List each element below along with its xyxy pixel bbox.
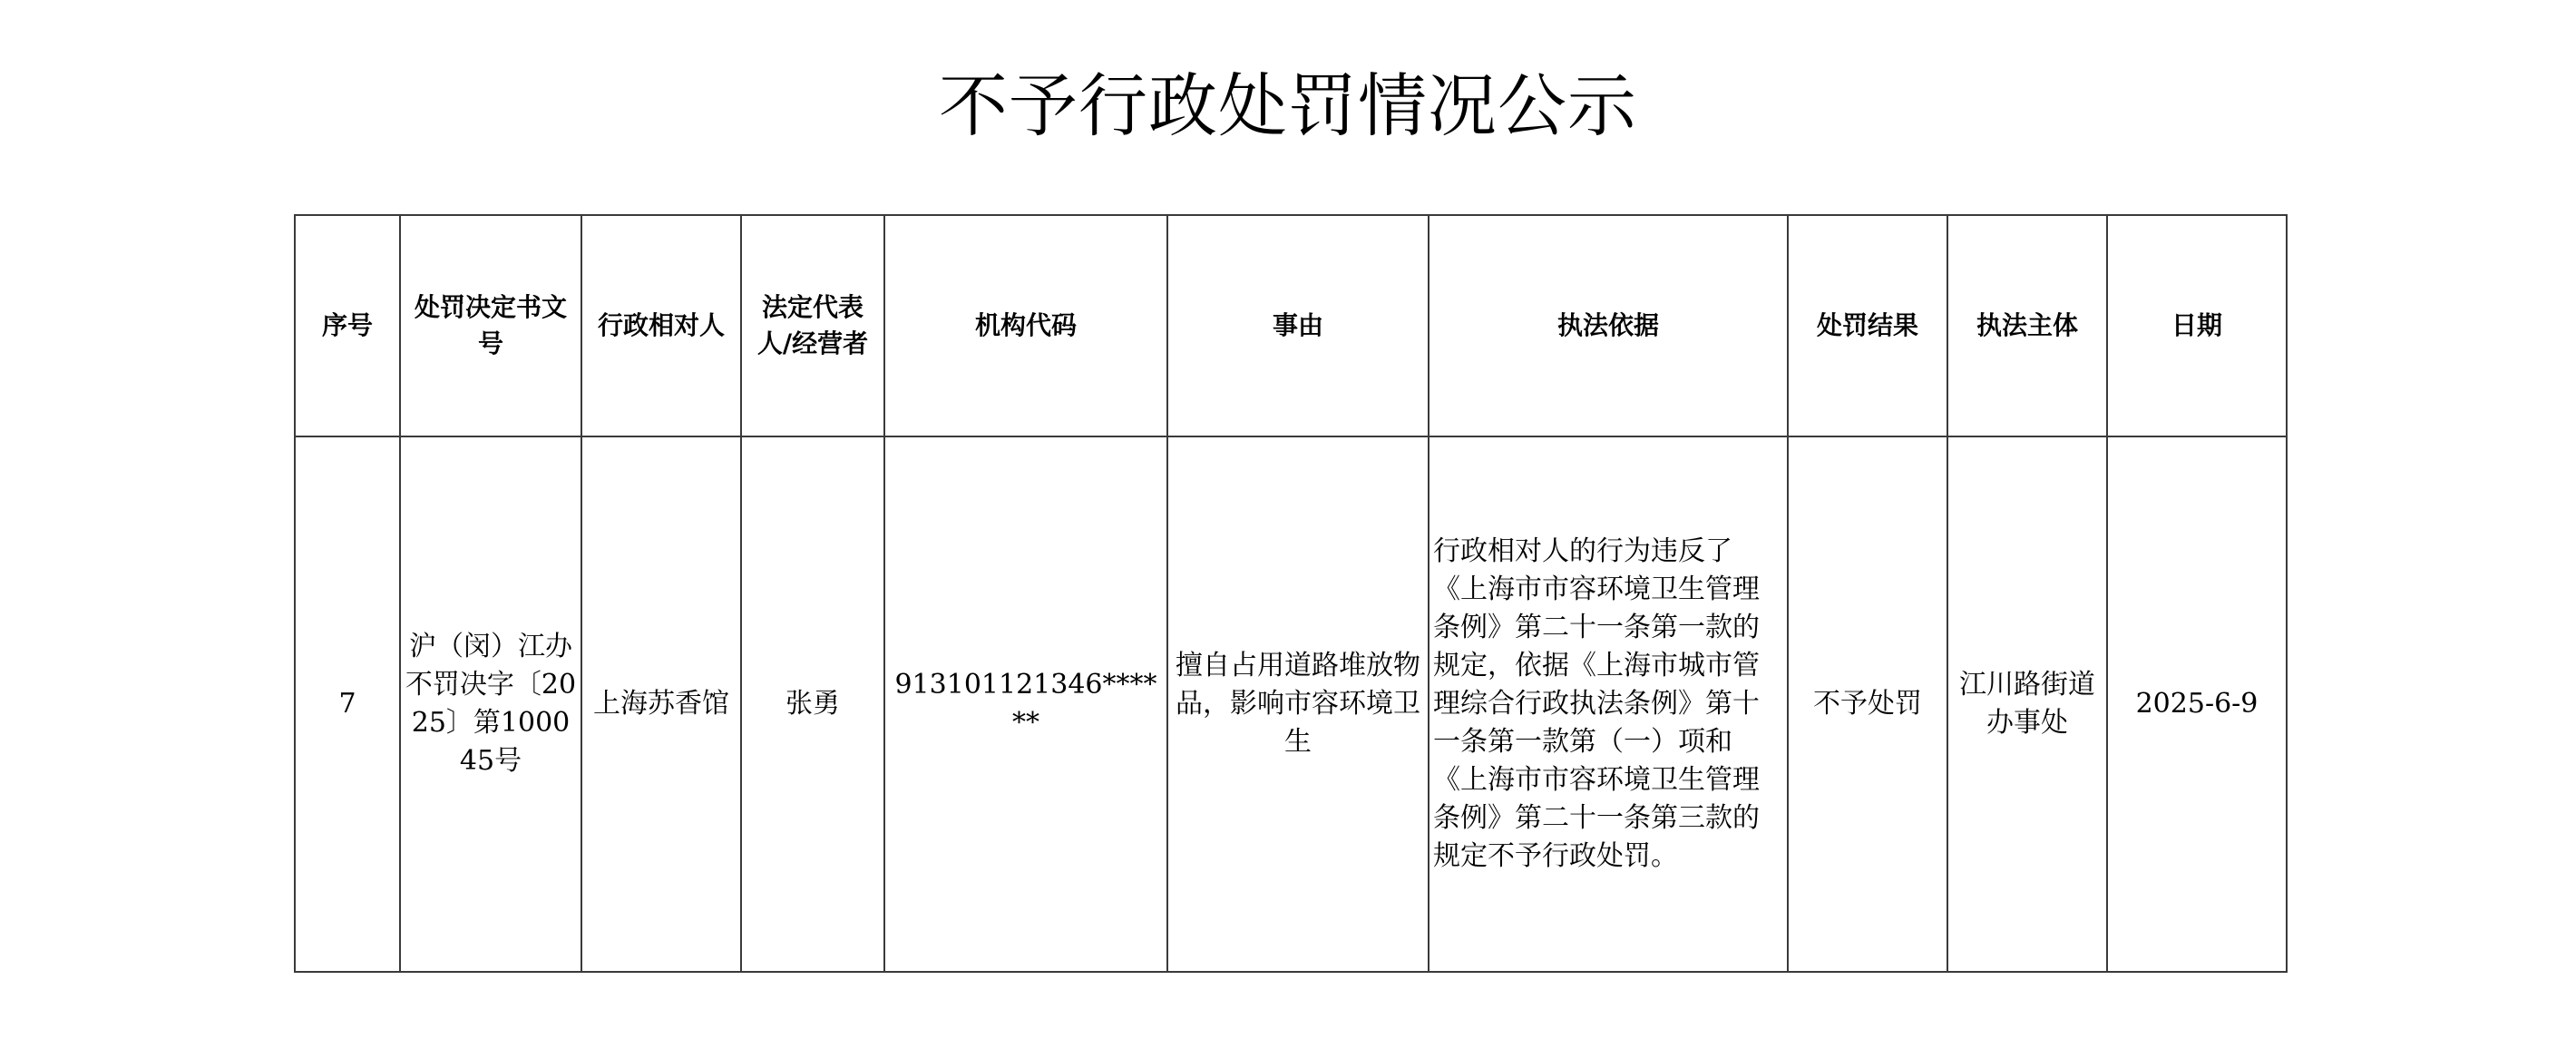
header-organization-code: 机构代码 (884, 215, 1167, 436)
cell-organization-code: 913101121346****** (884, 436, 1167, 972)
header-decision-number: 处罚决定书文号 (400, 215, 581, 436)
cell-decision-number: 沪（闵）江办不罚决字〔2025〕第100045号 (400, 436, 581, 972)
header-date: 日期 (2107, 215, 2287, 436)
cell-legal-basis: 行政相对人的行为违反了《上海市市容环境卫生管理条例》第二十一条第一款的规定，依据《上海市城市管理综合行政执法条例》第十一条第一款第（一）项和《上海市市容环境卫生管理条例》第二十一条第三款的规定不予行政处罚。 (1429, 436, 1788, 972)
cell-date: 2025-6-9 (2107, 436, 2287, 972)
header-legal-representative: 法定代表人/经营者 (741, 215, 884, 436)
cell-penalty-result: 不予处罚 (1788, 436, 1947, 972)
cell-legal-representative: 张勇 (741, 436, 884, 972)
header-cause: 事由 (1167, 215, 1429, 436)
cell-serial-number: 7 (295, 436, 400, 972)
table-header-row (295, 215, 2287, 436)
page-title: 不予行政处罚情况公示 (939, 65, 1637, 146)
header-penalty-result: 处罚结果 (1788, 215, 1947, 436)
notice-table (294, 214, 2288, 973)
table-row (295, 436, 2287, 972)
header-enforcement-body: 执法主体 (1947, 215, 2107, 436)
cell-cause: 擅自占用道路堆放物品，影响市容环境卫生 (1167, 436, 1429, 972)
header-administrative-counterpart: 行政相对人 (581, 215, 741, 436)
cell-administrative-counterpart: 上海苏香馆 (581, 436, 741, 972)
header-serial-number: 序号 (295, 215, 400, 436)
cell-enforcement-body: 江川路街道办事处 (1947, 436, 2107, 972)
header-legal-basis: 执法依据 (1429, 215, 1788, 436)
